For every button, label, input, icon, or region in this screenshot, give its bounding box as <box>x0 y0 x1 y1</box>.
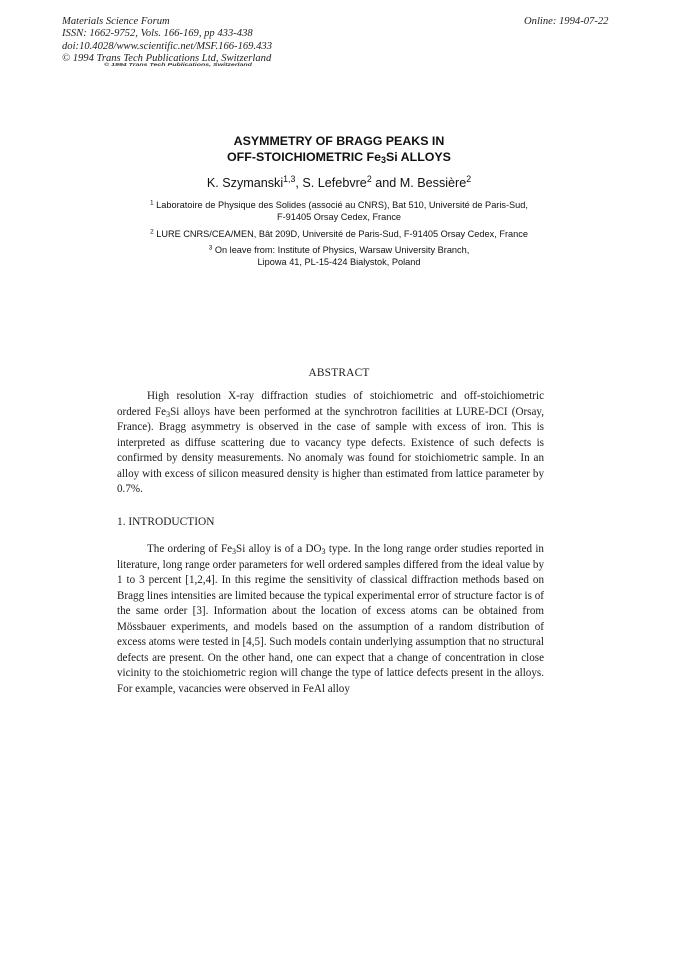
abstract-text-cont: Si alloys have been performed at the synchrotron facilities at LURE-DCI (Orsay, France). Bragg asymmetry is observed in the case of sample with excess of iron. This is interpreted as diffuse scattering due to vacancy type defects. Existence of such defects is confirmed by density measurements. No anomaly was found for stoichiometric sample. In an alloy with excess of silicon measured density is higher than estimated from lattice parameter by 0.7%. <box>117 405 544 495</box>
affiliation-3 <box>0 245 678 255</box>
affiliation-1-cont: F-91405 Orsay Cedex, France <box>276 212 402 222</box>
abstract-subscript: 3 <box>166 409 171 419</box>
ghost-copyright: © 1994 Trans Tech Publications, Switzerland <box>104 63 252 68</box>
intro-do: DO <box>305 543 322 555</box>
affiliation-3-cont: Lipowa 41, PL-15-424 Bialystok, Poland <box>257 257 421 267</box>
intro-text-cont: Si alloy is of a <box>236 543 306 555</box>
affiliation-2-sup: 2 <box>150 228 154 236</box>
author-1-sup: 1,3 <box>283 174 296 185</box>
abstract-text: High resolution X-ray diffraction studies of stoichiometric and off-stoichiometric ordered <box>117 390 544 418</box>
author-list <box>0 176 678 190</box>
copyright-line: © 1994 Trans Tech Publications Ltd, Switzerland <box>62 53 272 65</box>
abstract-heading: ABSTRACT <box>308 367 370 379</box>
intro-formula: Fe <box>220 543 233 555</box>
affiliation-1 <box>0 200 678 210</box>
author-2: S. Lefebvre <box>302 176 367 190</box>
intro-text: The ordering of <box>147 543 221 555</box>
abstract-formula: Fe <box>155 405 167 418</box>
journal-name: Materials Science Forum <box>62 16 170 27</box>
title-text-end: Si ALLOYS <box>385 150 451 164</box>
abstract-paragraph <box>117 389 544 498</box>
intro-subscript-2: 3 <box>321 546 326 556</box>
intro-paragraph <box>117 542 544 697</box>
doi-line: doi:10.4028/www.scientific.net/MSF.166-169.433 <box>62 40 272 52</box>
intro-subscript: 3 <box>232 546 237 556</box>
affiliation-2 <box>0 229 678 239</box>
author-sep: , <box>295 176 303 190</box>
affiliation-3-text: On leave from: Institute of Physics, Warsaw University Branch, <box>212 245 470 255</box>
author-sep: and <box>371 176 400 190</box>
title-text: OFF-STOICHIOMETRIC Fe <box>227 150 382 164</box>
affiliation-2-text: LURE CNRS/CEA/MEN, Bât 209D, Université de Paris-Sud, F-91405 Orsay Cedex, France <box>153 229 528 239</box>
author-1: K. Szymanski <box>206 176 284 190</box>
affiliation-3-sup: 3 <box>208 244 213 252</box>
author-3: M. Bessière <box>399 176 467 190</box>
section-heading: 1. INTRODUCTION <box>117 516 215 528</box>
author-2-sup: 2 <box>366 174 372 185</box>
online-date: Online: 1994-07-22 <box>524 16 609 27</box>
title-subscript: 3 <box>381 155 386 166</box>
author-3-sup: 2 <box>466 174 472 185</box>
intro-text-end: type. In the long range order studies reported in literature, long range order parameters for well ordered samples differed from the ideal value by 1 to 3 percent [1,2,4]. In this regime the sensitivity of classical diffraction methods based on Bragg lines intensities are limited because the typical experimental error of structure factor is of the same order [3]. Information about the location of excess atoms can be obtained from Mössbauer experiments, and models based on the assumption of a random distribution of excess atoms were tested in [4,5]. Such models contain underlying assumption that no structural defects are present. On the other hand, one can expect that a change of concentration in close vicinity to the stoichiometric region will change the type of lattice defects present in the alloys. For example, vacancies were observed in FeAl alloy <box>117 543 544 695</box>
affiliation-1-sup: 1 <box>150 199 154 207</box>
paper-title-line2 <box>0 150 678 164</box>
paper-title-line1: ASYMMETRY OF BRAGG PEAKS IN <box>233 134 445 148</box>
affiliation-1-text: Laboratoire de Physique des Solides (associé au CNRS), Bat 510, Université de Paris-Sud, <box>153 200 528 210</box>
journal-header <box>62 16 272 66</box>
issn-line: ISSN: 1662-9752, Vols. 166-169, pp 433-438 <box>62 28 253 40</box>
